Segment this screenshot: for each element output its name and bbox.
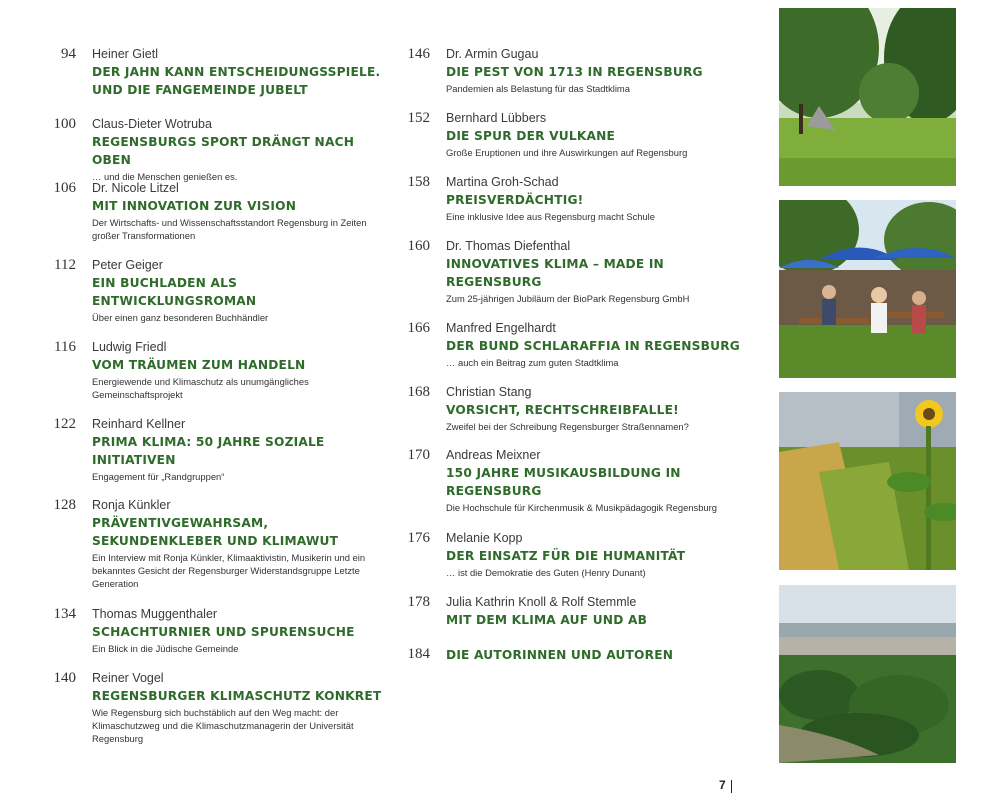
toc-title: DER JAHN KANN ENTSCHEIDUNGSSPIELE. UND DIE FANGEMEINDE JUBELT: [92, 65, 381, 97]
toc-title: PRÄVENTIVGEWAHRSAM, SEKUNDENKLEBER UND KLIMAWUT: [92, 516, 339, 548]
toc-subtitle: Zweifel bei der Schreibung Regensburger Straßennamen?: [446, 421, 689, 432]
toc-author: Dr. Thomas Diefenthal: [446, 239, 571, 253]
page-number: 7: [719, 778, 726, 792]
toc-subtitle: Ein Interview mit Ronja Künkler, Klimaaktivistin, Musikerin und ein bekanntes Gesicht der Regensburger Widerstandsgruppe Letzte Generation: [92, 552, 366, 589]
toc-subtitle: … auch ein Beitrag zum guten Stadtklima: [446, 357, 619, 368]
toc-subtitle: Eine inklusive Idee aus Regensburg macht Schule: [446, 211, 655, 222]
toc-page-number: 178: [407, 594, 430, 610]
toc-title: MIT DEM KLIMA AUF UND AB: [446, 613, 648, 627]
toc-page-number: 176: [407, 530, 430, 546]
toc-page-number: 166: [407, 320, 430, 336]
toc-subtitle: … und die Menschen genießen es.: [92, 171, 238, 182]
toc-subtitle: Die Hochschule für Kirchenmusik & Musikpädagogik Regensburg: [446, 502, 717, 513]
toc-title: 150 JAHRE MUSIKAUSBILDUNG IN REGENSBURG: [446, 466, 681, 498]
toc-title: REGENSBURGER KLIMASCHUTZ KONKRET: [92, 689, 382, 703]
toc-title: MIT INNOVATION ZUR VISION: [92, 199, 297, 213]
toc-page-number: 146: [407, 46, 430, 62]
page-number-divider: [731, 780, 732, 793]
sunflower-photo: [779, 392, 956, 570]
toc-title: PREISVERDÄCHTIG!: [446, 193, 584, 207]
toc-author: Dr. Armin Gugau: [446, 47, 539, 61]
toc-title: DER BUND SCHLARAFFIA IN REGENSBURG: [446, 339, 740, 353]
toc-author: Bernhard Lübbers: [446, 111, 547, 125]
toc-subtitle: Pandemien als Belastung für das Stadtklima: [446, 83, 630, 94]
toc-author: Andreas Meixner: [446, 448, 541, 462]
toc-page-number: 134: [53, 606, 76, 622]
toc-subtitle: Große Eruptionen und ihre Auswirkungen auf Regensburg: [446, 147, 688, 158]
toc-page-number: 116: [54, 339, 76, 355]
toc-page-number: 94: [61, 46, 76, 62]
toc-author: Heiner Gietl: [92, 47, 158, 61]
toc-author: Martina Groh-Schad: [446, 175, 559, 189]
toc-subtitle: Über einen ganz besonderen Buchhändler: [92, 312, 269, 323]
toc-subtitle: Der Wirtschafts- und Wissenschaftsstandort Regensburg in Zeiten großer Transformationen: [92, 217, 367, 241]
beer-garden-photo: [779, 200, 956, 378]
toc-subtitle: … ist die Demokratie des Guten (Henry Dunant): [446, 567, 646, 578]
toc-author: Julia Kathrin Knoll & Rolf Stemmle: [446, 595, 637, 609]
toc-author: Melanie Kopp: [446, 531, 523, 545]
toc-title: INNOVATIVES KLIMA – MADE IN REGENSBURG: [446, 257, 664, 289]
toc-subtitle: Engagement für „Randgruppen“: [92, 471, 225, 482]
toc-author: Ludwig Friedl: [92, 340, 167, 354]
toc-title: VORSICHT, RECHTSCHREIBFALLE!: [446, 403, 679, 417]
toc-author: Manfred Engelhardt: [446, 321, 556, 335]
toc-subtitle: Zum 25-jährigen Jubiläum der BioPark Regensburg GmbH: [446, 293, 690, 304]
toc-page-number: 160: [407, 238, 430, 254]
toc-title: DER EINSATZ FÜR DIE HUMANITÄT: [446, 549, 686, 563]
city-flood-panorama-photo: [779, 585, 956, 763]
toc-page-number: 106: [53, 180, 76, 196]
toc-author: Dr. Nicole Litzel: [92, 181, 179, 195]
toc-title: REGENSBURGS SPORT DRÄNGT NACH OBEN: [92, 135, 355, 167]
toc-page-number: 140: [53, 670, 76, 686]
toc-page-number: 170: [407, 447, 430, 463]
toc-page-number: 112: [54, 257, 76, 273]
toc-author: Christian Stang: [446, 385, 532, 399]
toc-author: Thomas Muggenthaler: [92, 607, 218, 621]
toc-title: PRIMA KLIMA: 50 JAHRE SOZIALE INITIATIVEN: [92, 435, 325, 467]
toc-page-number: 100: [53, 116, 76, 132]
toc-subtitle: Energiewende und Klimaschutz als unumgängliches Gemeinschaftsprojekt: [92, 376, 309, 400]
toc-page-number: 128: [53, 497, 76, 513]
toc-title: EIN BUCHLADEN ALS ENTWICKLUNGSROMAN: [92, 276, 257, 308]
toc-subtitle: Ein Blick in die Jüdische Gemeinde: [92, 643, 239, 654]
toc-page-number: 152: [407, 110, 430, 126]
toc-author: Reiner Vogel: [92, 671, 164, 685]
toc-author: Claus-Dieter Wotruba: [92, 117, 212, 131]
toc-title: VOM TRÄUMEN ZUM HANDELN: [92, 358, 306, 372]
toc-title: DIE AUTORINNEN UND AUTOREN: [446, 648, 674, 662]
toc-page-number: 184: [407, 646, 430, 662]
toc-title: DIE PEST VON 1713 IN REGENSBURG: [446, 65, 703, 79]
toc-title: SCHACHTURNIER UND SPURENSUCHE: [92, 625, 355, 639]
toc-page-number: 168: [407, 384, 430, 400]
toc-subtitle: Wie Regensburg sich buchstäblich auf den Weg macht: der Klimaschutzweg und die Klimaschutzmanagerin der Universität Regensburg: [92, 707, 354, 744]
toc-author: Peter Geiger: [92, 258, 163, 272]
toc-title: DIE SPUR DER VULKANE: [446, 129, 616, 143]
park-meadow-photo: [779, 8, 956, 186]
toc-author: Reinhard Kellner: [92, 417, 186, 431]
toc-page-number: 122: [53, 416, 76, 432]
toc-page-number: 158: [407, 174, 430, 190]
toc-author: Ronja Künkler: [92, 498, 171, 512]
